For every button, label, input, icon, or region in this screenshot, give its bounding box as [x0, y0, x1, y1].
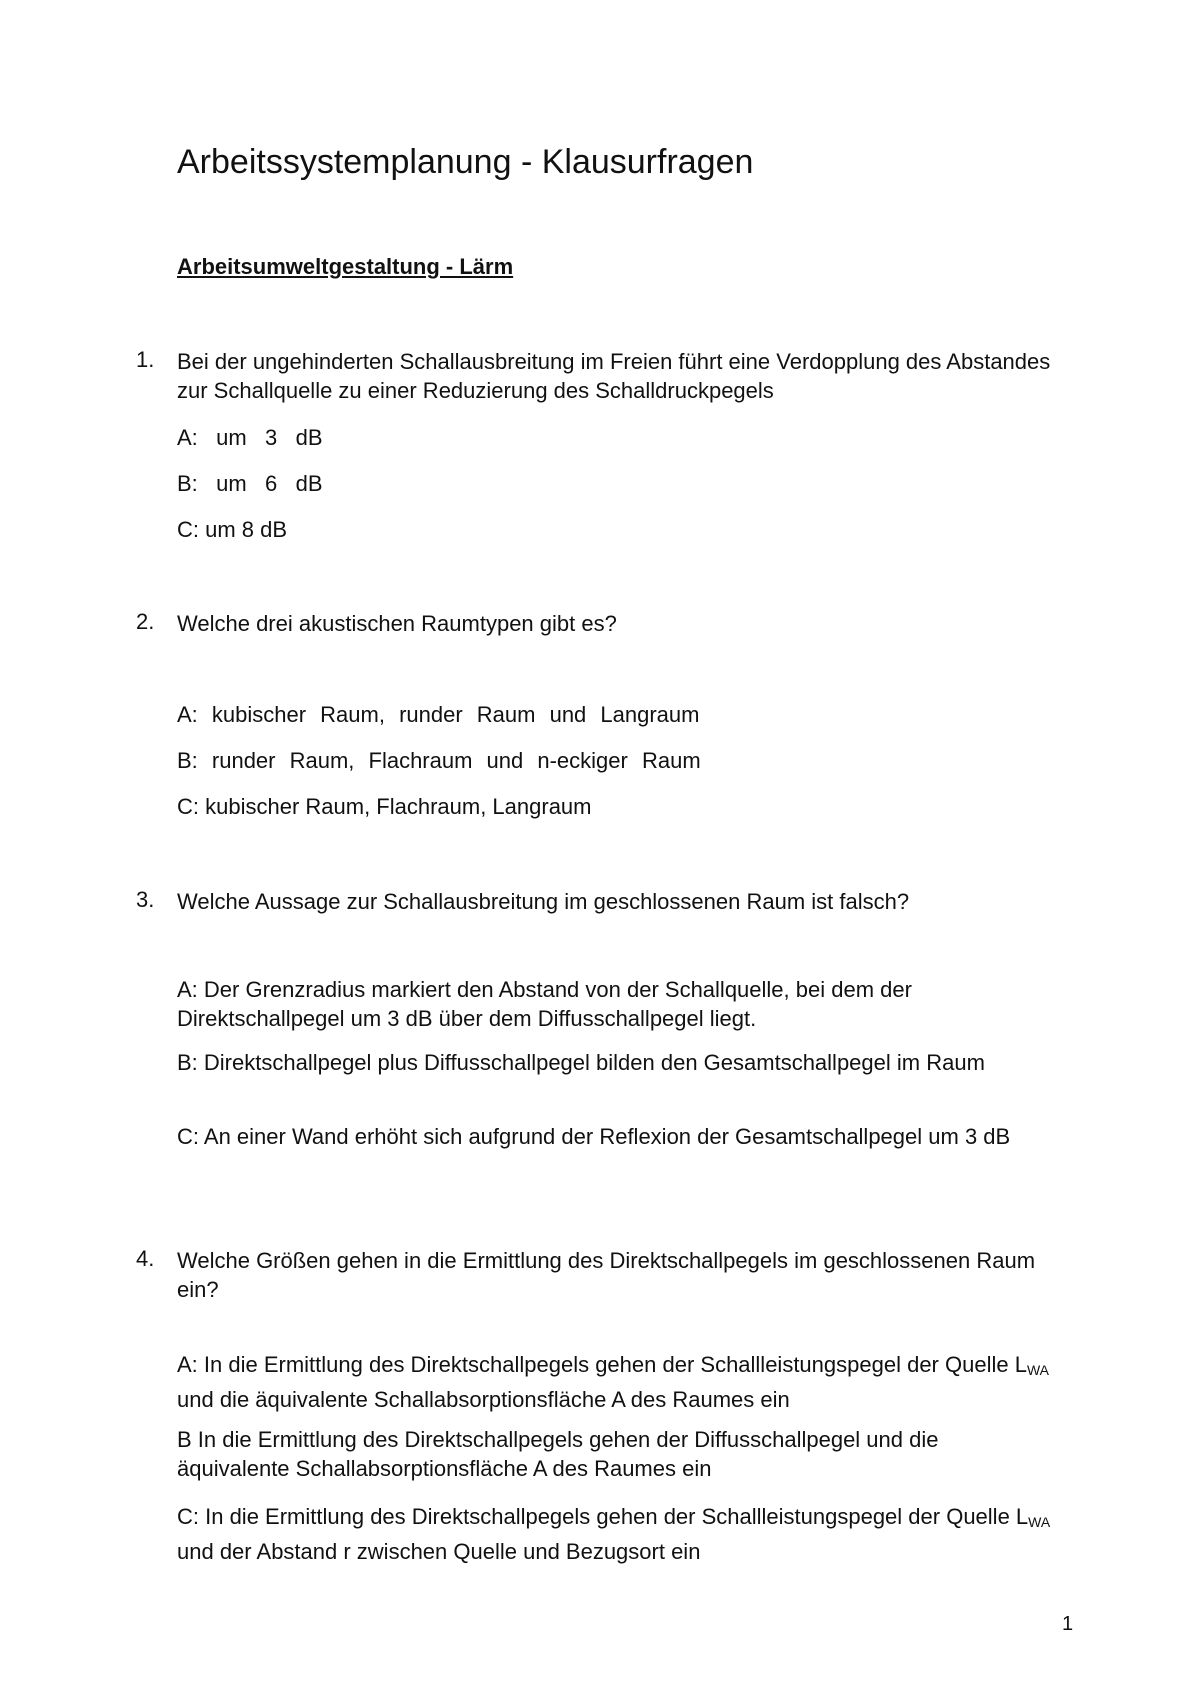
question-text: Welche Aussage zur Schallausbreitung im geschlossenen Raum ist falsch?: [177, 889, 910, 914]
question-number: 1.: [136, 347, 155, 372]
page-number: 1: [1062, 1613, 1074, 1635]
question-number: 4.: [136, 1246, 155, 1271]
answer-option-a: A: Der Grenzradius markiert den Abstand von der Schallquelle, bei dem der Direktschallpegel um 3 dB über dem Diffusschallpegel liegt.: [177, 977, 912, 1031]
answer-option-c: C: An einer Wand erhöht sich aufgrund der Reflexion der Gesamtschallpegel um 3 dB: [177, 1124, 1011, 1149]
answer-option-a: A: um 3 dB: [177, 425, 323, 450]
answer-text: C: In die Ermittlung des Direktschallpegels gehen der Schallleistungspegel der Quelle L: [177, 1504, 1029, 1529]
answer-option-b: B: runder Raum, Flachraum und n-eckiger Raum: [177, 748, 701, 773]
question-text: Welche Größen gehen in die Ermittlung des Direktschallpegels im geschlossenen Raum ein?: [177, 1248, 1036, 1302]
answer-option-b: B: um 6 dB: [177, 471, 323, 496]
answer-option-b: B In die Ermittlung des Direktschallpegels gehen der Diffusschallpegel und die äquivalente Schallabsorptionsfläche A des Raumes ein: [177, 1427, 939, 1481]
question-number: 2.: [136, 609, 155, 634]
subscript-wa: WA: [1028, 1514, 1051, 1530]
answer-text: und der Abstand r zwischen Quelle und Bezugsort ein: [177, 1539, 701, 1564]
subscript-wa: WA: [1026, 1362, 1049, 1378]
answer-option-c: [177, 1502, 1057, 1566]
question-text: Bei der ungehinderten Schallausbreitung im Freien führt eine Verdopplung des Abstandes zur Schallquelle zu einer Reduzierung des Schalldruckpegels: [177, 349, 1051, 403]
answer-text: A: In die Ermittlung des Direktschallpegels gehen der Schallleistungspegel der Quelle L: [177, 1352, 1027, 1377]
answer-option-a: [177, 1350, 1057, 1414]
answer-option-a: A: kubischer Raum, runder Raum und Langraum: [177, 702, 700, 727]
question-text: Welche drei akustischen Raumtypen gibt es?: [177, 611, 617, 636]
answer-text: und die äquivalente Schallabsorptionsfläche A des Raumes ein: [177, 1387, 790, 1412]
question-number: 3.: [136, 887, 155, 912]
document-title: Arbeitssystemplanung - Klausurfragen: [177, 143, 754, 181]
section-heading: Arbeitsumweltgestaltung - Lärm: [177, 254, 514, 279]
answer-option-c: C: um 8 dB: [177, 517, 288, 542]
answer-option-b: B: Direktschallpegel plus Diffusschallpegel bilden den Gesamtschallpegel im Raum: [177, 1050, 985, 1075]
answer-option-c: C: kubischer Raum, Flachraum, Langraum: [177, 794, 592, 819]
